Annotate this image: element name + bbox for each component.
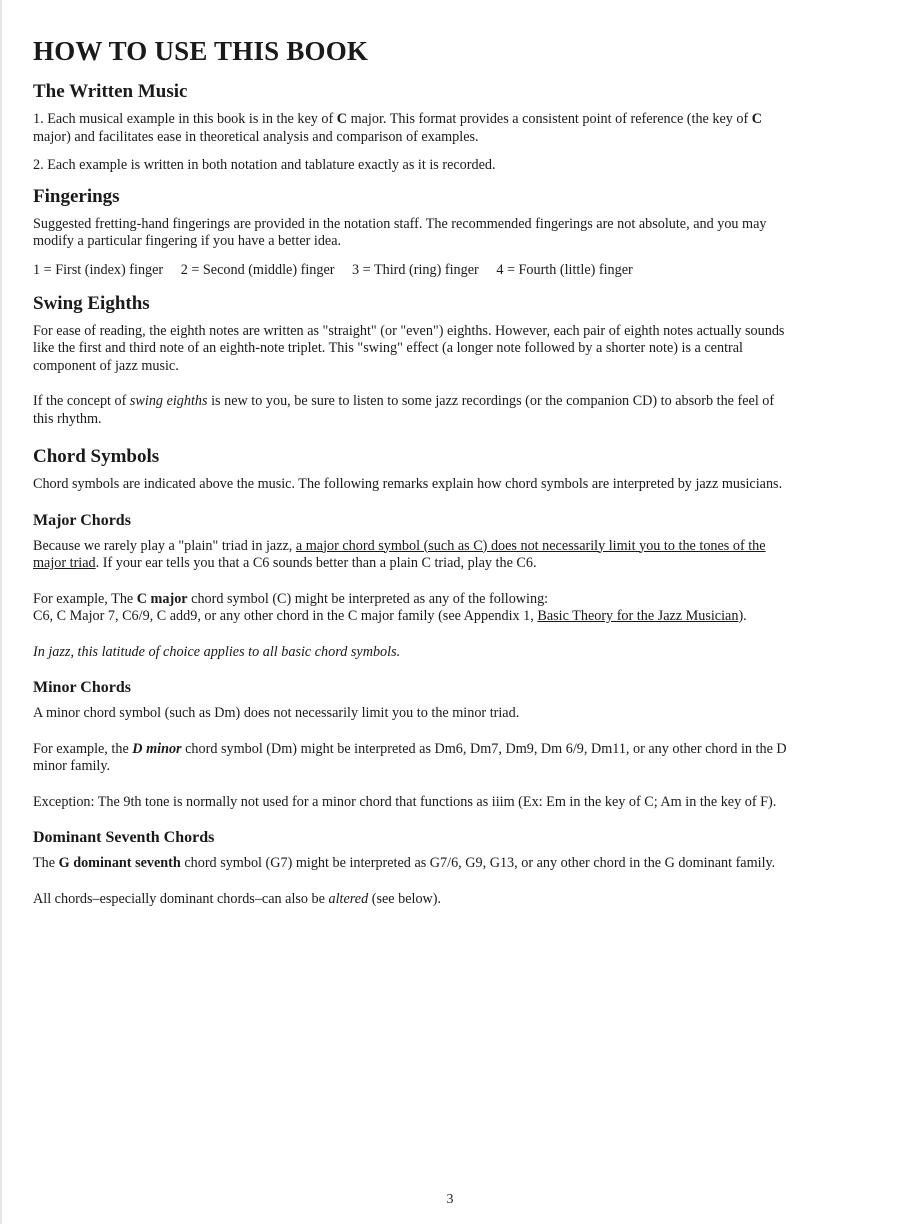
- section-minor-chords: [33, 679, 793, 811]
- minor-paragraph-1: A minor chord symbol (such as Dm) does not necessarily limit you to the minor triad.: [33, 705, 520, 721]
- finger-legend-item: 2 = Second (middle) finger: [180, 261, 335, 278]
- finger-legend-item: 1 = First (index) finger: [33, 261, 164, 278]
- finger-legend-item: 3 = Third (ring) finger: [352, 261, 479, 278]
- heading-fingerings: Fingerings: [33, 185, 120, 207]
- written-music-paragraph-1: 1. Each musical example in this book is in the key of C major. This format provides a consistent point of reference (the key of C major) and facilitates ease in theoretical analysis and comparison of examples.: [33, 111, 763, 145]
- finger-legend: [33, 262, 793, 279]
- heading-minor-chords: Minor Chords: [33, 679, 131, 696]
- dominant-paragraph-2: All chords–especially dominant chords–can also be altered (see below).: [33, 890, 442, 907]
- section-fingerings: [33, 186, 793, 279]
- chord-symbols-paragraph: Chord symbols are indicated above the music. The following remarks explain how chord symbols are interpreted by jazz musicians.: [33, 476, 783, 492]
- page-title: HOW TO USE THIS BOOK: [33, 36, 369, 66]
- heading-major-chords: Major Chords: [33, 511, 131, 529]
- page-number: 3: [446, 1192, 454, 1207]
- swing-paragraph-2: If the concept of swing eighths is new to you, be sure to listen to some jazz recordings (or the companion CD) to absorb the feel of this rhythm.: [33, 393, 775, 427]
- dominant-paragraph-1: The G dominant seventh chord symbol (G7) might be interpreted as G7/6, G9, G13, or any other chord in the G dominant family.: [33, 855, 776, 871]
- finger-legend-item: 4 = Fourth (little) finger: [496, 261, 633, 278]
- heading-written-music: The Written Music: [33, 81, 188, 102]
- section-written-music: [33, 81, 793, 175]
- heading-dominant-chords: Dominant Seventh Chords: [33, 829, 215, 846]
- major-paragraph-1: Because we rarely play a "plain" triad in jazz, a major chord symbol (such as C) does not necessarily limit you to the tones of the major triad. If your ear tells you that a C6 sounds better than a plain C triad, play the C6.: [33, 537, 766, 571]
- major-paragraph-2: For example, The C major chord symbol (C) might be interpreted as any of the following: C6, C Major 7, C6/9, C add9, or any other chord in the C major family (see Appendix 1, Basic Theory for the Jazz Musician).: [33, 590, 747, 624]
- page-edge: [0, 0, 2, 1224]
- section-dominant-chords: [33, 829, 793, 908]
- heading-swing-eighths: Swing Eighths: [33, 292, 150, 314]
- section-swing-eighths: [33, 293, 793, 429]
- page-content: [33, 36, 793, 919]
- heading-chord-symbols: Chord Symbols: [33, 446, 160, 467]
- section-major-chords: [33, 512, 793, 662]
- written-music-paragraph-2: 2. Each example is written in both notation and tablature exactly as it is recorded.: [33, 157, 496, 173]
- fingerings-paragraph: Suggested fretting-hand fingerings are provided in the notation staff. The recommended fingerings are not absolute, and you may modify a particular fingering if you have a better idea.: [33, 215, 767, 249]
- major-paragraph-3: In jazz, this latitude of choice applies to all basic chord symbols.: [33, 643, 401, 660]
- swing-paragraph-1: For ease of reading, the eighth notes are written as "straight" (or "even") eighths. However, each pair of eighth notes actually sounds like the first and third note of an eighth-note triplet. This "swing" effect (a longer note followed by a shorter note) is a central component of jazz music.: [33, 322, 785, 374]
- section-chord-symbols: [33, 446, 793, 494]
- minor-paragraph-3: Exception: The 9th tone is normally not used for a minor chord that functions as iiim (Ex: Em in the key of C; Am in the key of F).: [33, 793, 777, 810]
- minor-paragraph-2: For example, the D minor chord symbol (Dm) might be interpreted as Dm6, Dm7, Dm9, Dm 6/9, Dm11, or any other chord in the D minor family.: [33, 740, 787, 774]
